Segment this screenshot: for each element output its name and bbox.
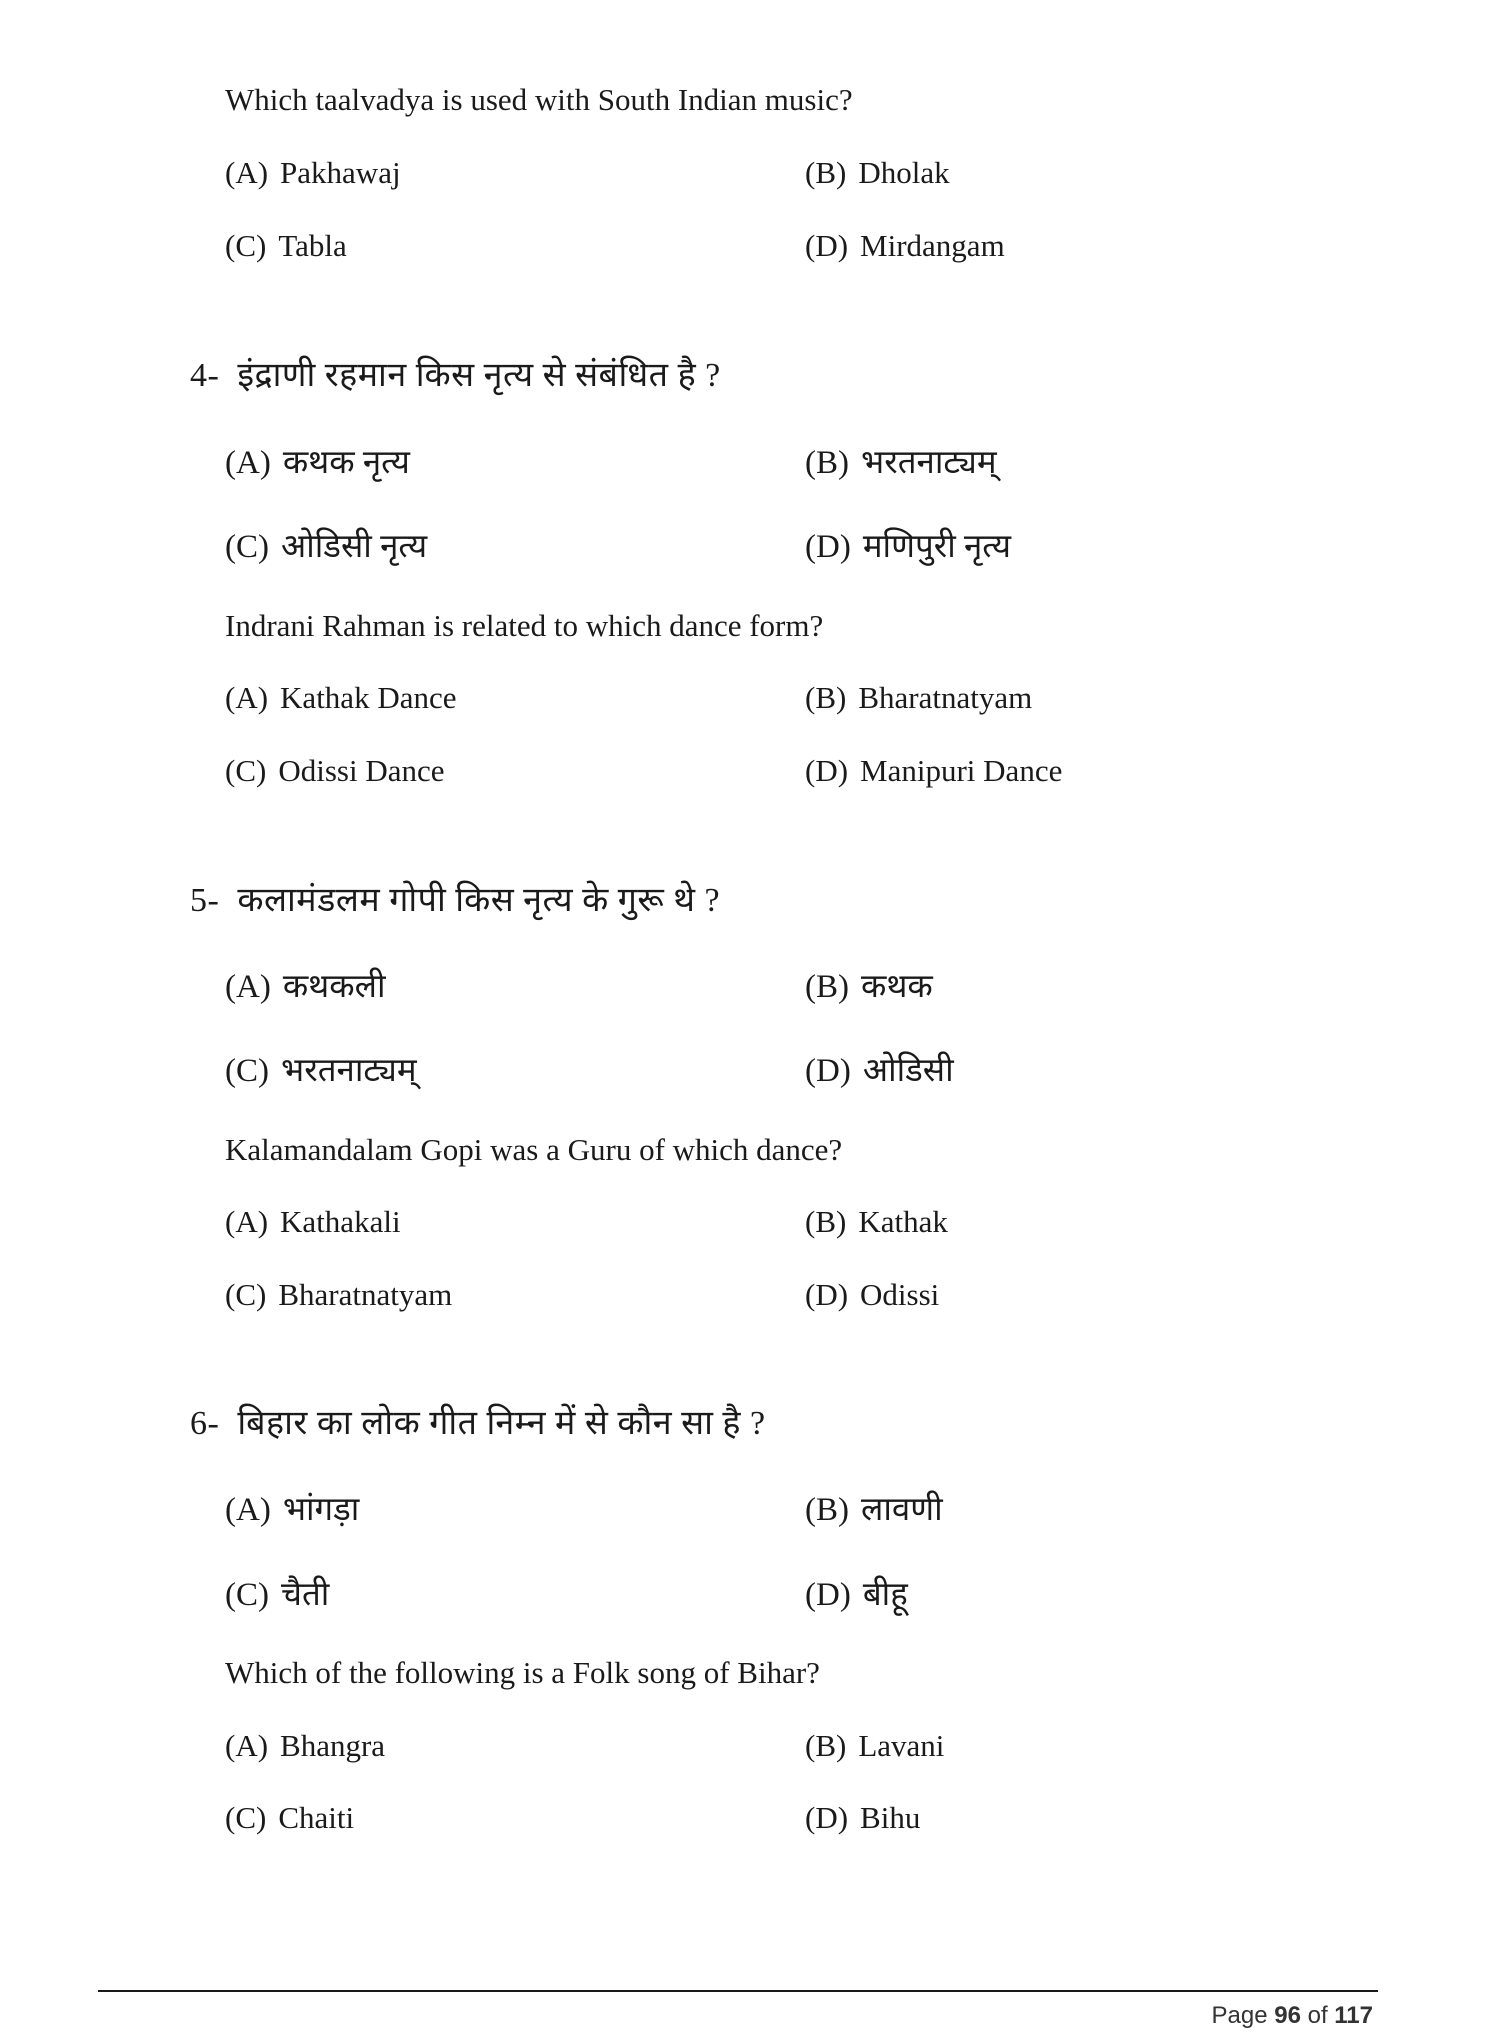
option-key: (D) [805,1800,849,1835]
option-key: (A) [225,1728,269,1763]
option-key: (A) [225,969,271,1005]
q5-hi-option-b [805,962,933,1007]
question-number: 6- [190,1405,220,1442]
current-page: 96 [1274,2002,1301,2029]
option-text: Odissi Dance [278,753,445,788]
option-text: Manipuri Dance [860,753,1063,788]
option-key: (D) [805,228,849,263]
option-key: (A) [225,155,269,190]
q4-option-d [805,753,1062,789]
question-number: 5- [190,882,220,919]
q4-hi-option-c [225,522,427,567]
option-key: (B) [805,969,849,1005]
option-text: Bihu [860,1800,921,1835]
option-text: Lavani [858,1728,945,1763]
total-pages: 117 [1334,2002,1373,2029]
q4-hi-option-d [805,522,1011,567]
option-text: कथकली [282,969,386,1005]
option-text: Pakhawaj [280,155,401,190]
option-text: Kathak [858,1204,948,1239]
question-text: कलामंडलम गोपी किस नृत्य के गुरू थे ? [237,882,721,919]
q5-hi-option-c [225,1046,417,1091]
option-text: Kathakali [280,1204,401,1239]
option-key: (D) [805,1577,851,1613]
question-5-english: Kalamandalam Gopi was a Guru of which dance? [225,1132,843,1167]
q6-option-d [805,1800,920,1836]
question-text: बिहार का लोक गीत निम्न में से कौन सा है ? [237,1405,766,1442]
question-5-hindi [190,875,720,921]
option-text: Tabla [278,228,347,263]
q4-option-b [805,680,1032,716]
option-text: भरतनाट्यम् [861,445,997,481]
question-6-hindi [190,1398,766,1444]
option-key: (D) [805,1277,849,1312]
option-text: भरतनाट्यम् [281,1053,417,1089]
option-text: Kathak Dance [280,680,457,715]
option-key: (C) [225,1277,267,1312]
option-text: लावणी [861,1492,943,1528]
option-key: (B) [805,680,847,715]
q4-option-a [225,680,456,716]
option-key: (D) [805,529,851,565]
q5-hi-option-a [225,962,386,1007]
q6-option-b [805,1728,944,1764]
option-key: (C) [225,228,267,263]
footer-divider [98,1990,1378,1992]
q5-option-d [805,1277,939,1313]
q3-option-c [225,228,347,264]
q3-option-b [805,155,950,191]
option-key: (B) [805,1492,849,1528]
option-text: कथक [861,969,933,1005]
option-text: Bhangra [280,1728,386,1763]
q6-hi-option-b [805,1485,943,1530]
option-key: (B) [805,155,847,190]
question-6-english: Which of the following is a Folk song of Bihar? [225,1655,820,1690]
q6-option-c [225,1800,354,1836]
option-key: (C) [225,1800,267,1835]
q6-hi-option-c [225,1570,329,1615]
q5-option-b [805,1204,948,1240]
q5-option-a [225,1204,401,1240]
question-3-english: Which taalvadya is used with South Indian music? [225,82,853,117]
q5-hi-option-d [805,1046,954,1091]
option-text: ओडिसी [862,1053,954,1089]
page-number [1211,2002,1373,2030]
option-text: Odissi [860,1277,940,1312]
question-4-hindi [190,350,721,396]
option-key: (C) [225,1053,269,1089]
page-of: of [1307,2002,1328,2029]
q6-hi-option-a [225,1485,359,1530]
option-key: (C) [225,753,267,788]
option-text: Mirdangam [860,228,1005,263]
question-text: इंद्राणी रहमान किस नृत्य से संबंधित है ? [237,357,721,394]
option-key: (B) [805,1728,847,1763]
q6-hi-option-d [805,1570,908,1615]
option-text: भांगड़ा [282,1492,360,1528]
option-text: Chaiti [278,1800,355,1835]
q5-option-c [225,1277,452,1313]
q6-option-a [225,1728,385,1764]
q4-hi-option-a [225,438,410,483]
option-key: (C) [225,1577,269,1613]
option-key: (B) [805,1204,847,1239]
q3-option-a [225,155,401,191]
option-key: (A) [225,1204,269,1239]
q3-option-d [805,228,1005,264]
option-key: (A) [225,1492,271,1528]
page-prefix: Page [1211,2002,1268,2029]
option-text: Bharatnatyam [278,1277,453,1312]
option-key: (D) [805,753,849,788]
option-key: (D) [805,1053,851,1089]
q4-option-c [225,753,444,789]
option-text: Dholak [858,155,950,190]
question-number: 4- [190,357,220,394]
option-text: बीहू [862,1577,908,1613]
option-key: (C) [225,529,269,565]
option-text: Bharatnatyam [858,680,1033,715]
option-key: (A) [225,680,269,715]
option-text: मणिपुरी नृत्य [862,529,1012,565]
option-text: ओडिसी नृत्य [281,529,428,565]
option-key: (B) [805,445,849,481]
q4-hi-option-b [805,438,997,483]
question-4-english: Indrani Rahman is related to which dance form? [225,608,824,643]
option-key: (A) [225,445,271,481]
option-text: चैती [281,1577,330,1613]
option-text: कथक नृत्य [282,445,410,481]
